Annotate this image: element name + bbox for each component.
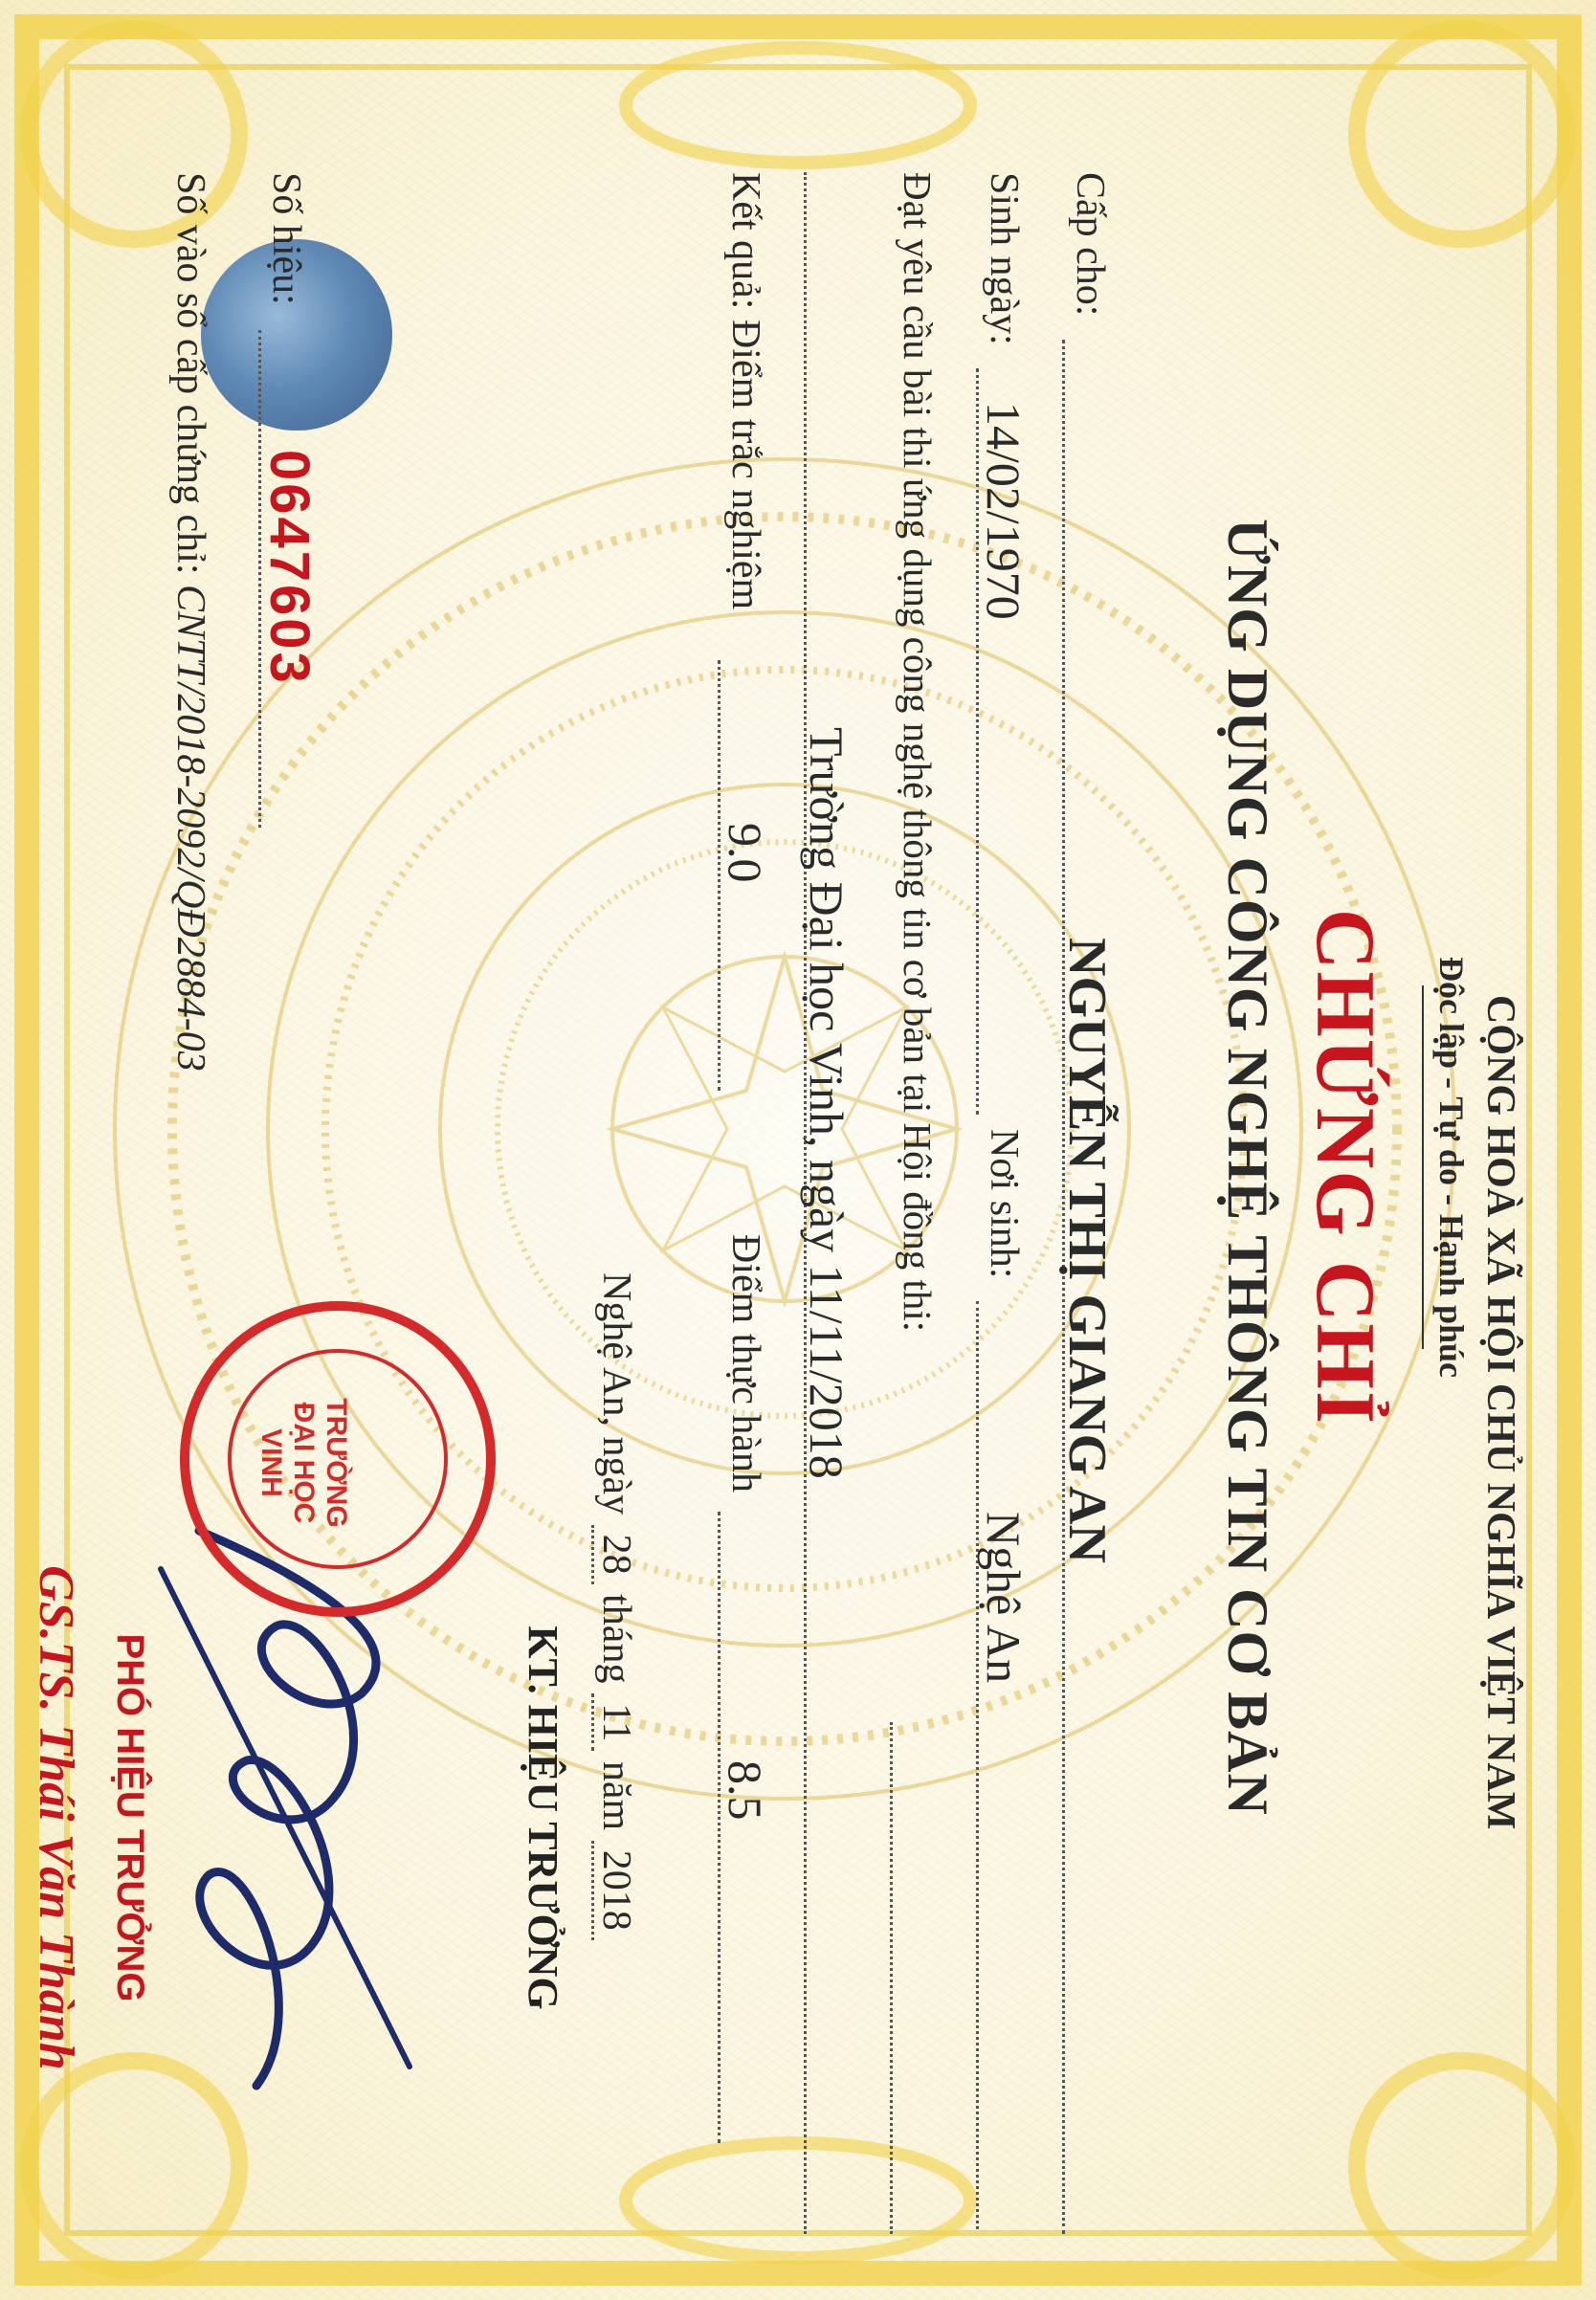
seal-text bbox=[255, 1353, 352, 1573]
certificate-subtitle: ỨNG DỤNG CÔNG NGHỆ THÔNG TIN CƠ BẢN bbox=[1216, 519, 1279, 1816]
nation-heading: CỘNG HOÀ XÃ HỘI CHỦ NGHĨA VIỆT NAM bbox=[1478, 995, 1522, 1830]
national-motto: Độc lập - Tự do - Hạnh phúc bbox=[1432, 956, 1471, 1379]
register-label-text: Số vào sổ cấp chứng chỉ: bbox=[168, 172, 212, 575]
seal-inner-ring bbox=[228, 1349, 448, 1569]
practical-label: Điểm thực hành bbox=[723, 1234, 767, 1493]
deputy-title: PHÓ HIỆU TRƯỞNG bbox=[109, 1633, 151, 2002]
birthplace-value: Nghệ An bbox=[977, 1512, 1031, 1684]
practical-score: 8.5 bbox=[719, 1760, 772, 1821]
result-label: Kết quả: Điểm trắc nghiệm bbox=[723, 172, 767, 610]
register-label bbox=[167, 172, 213, 1072]
birthplace-dots bbox=[976, 1301, 979, 2229]
date-month: 11 bbox=[591, 1693, 638, 1751]
signer-name: GS.TS. Thái Văn Thành bbox=[29, 1565, 83, 2070]
seal-line-1: TRƯỜNG bbox=[321, 1398, 352, 1528]
practical-dots bbox=[718, 1512, 720, 2143]
dob-value: 14/02/1970 bbox=[977, 402, 1031, 620]
mcq-score: 9.0 bbox=[719, 823, 772, 883]
date-year: 2018 bbox=[591, 1841, 638, 1940]
requirement-text: Đạt yêu cầu bài thi ứng dụng công nghệ thông tin cơ bản tại Hội đồng thi: bbox=[896, 172, 940, 1333]
issued-to-label: Cấp cho: bbox=[1068, 172, 1112, 317]
date-line bbox=[593, 1272, 639, 1940]
date-month-label: tháng bbox=[594, 1594, 638, 1684]
register-number: CNTT/2018-2092/QĐ2884-03 bbox=[168, 585, 212, 1072]
date-year-label: năm bbox=[594, 1760, 638, 1831]
birthplace-label: Nơi sinh: bbox=[982, 1129, 1026, 1279]
serial-number: 0647603 bbox=[258, 450, 321, 686]
seal-line-2: ĐẠI HỌC bbox=[288, 1402, 320, 1524]
authority-title: KT. HIỆU TRƯỞNG bbox=[520, 1625, 566, 2010]
requirement-dots bbox=[890, 1722, 893, 2234]
date-prefix: Nghệ An, ngày bbox=[594, 1272, 638, 1515]
university-seal bbox=[180, 1301, 496, 1617]
date-day: 28 bbox=[591, 1525, 638, 1584]
seal-line-3: VINH bbox=[255, 1428, 287, 1497]
motto-underline bbox=[1422, 985, 1424, 1349]
council-value: Trường Đại học Vinh, ngày 11/11/2018 bbox=[800, 727, 853, 1479]
certificate-title: CHỨNG CHỈ bbox=[1298, 908, 1391, 1426]
serial-label: Số hiệu: bbox=[264, 172, 308, 305]
recipient-name: NGUYỄN THỊ GIANG AN bbox=[1057, 938, 1117, 1563]
dob-label: Sinh ngày: bbox=[982, 172, 1026, 345]
